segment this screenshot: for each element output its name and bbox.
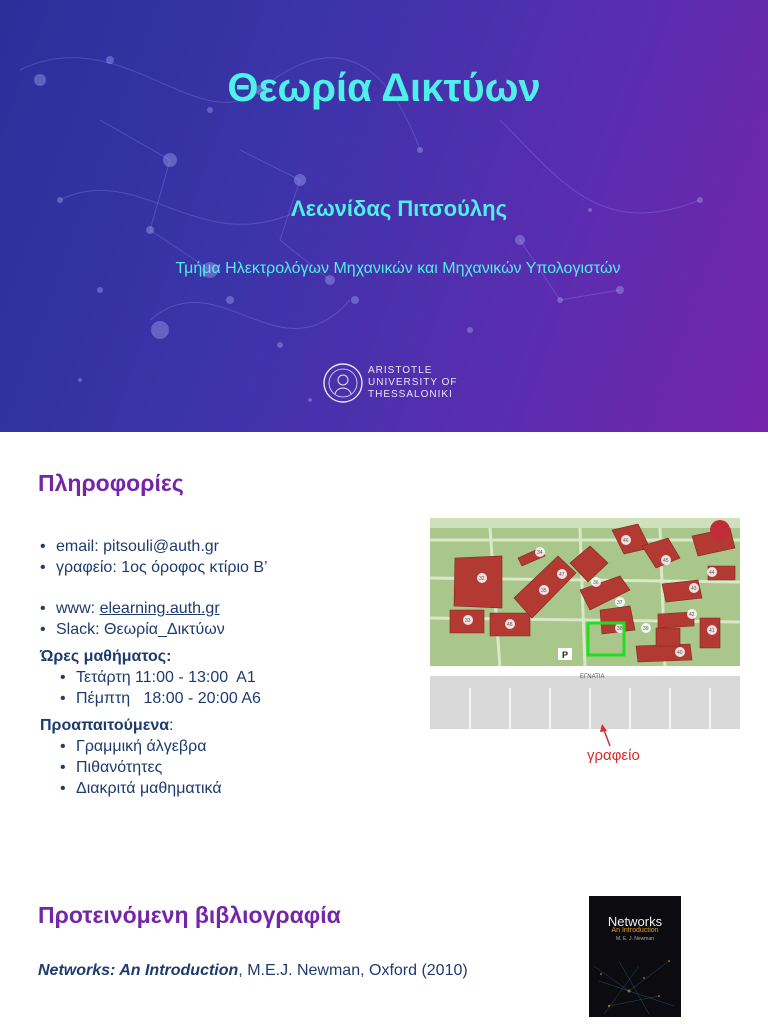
- prereq-colon: :: [169, 717, 174, 734]
- slide-title: Θεωρία Δικτύων: [227, 66, 541, 110]
- prereq-item: Πιθανότητες: [76, 759, 163, 776]
- list-item: • Πιθανότητες: [60, 759, 163, 776]
- office-label: γραφείο: [587, 747, 640, 764]
- building-label: 45: [663, 558, 669, 564]
- university-logo: [322, 362, 458, 404]
- university-line-3: THESSALONIKI: [368, 389, 453, 400]
- bibliography-heading: Προτεινόμενη βιβλιογραφία: [38, 902, 341, 928]
- info-heading: Πληροφορίες: [38, 470, 184, 496]
- building-label: 46: [623, 538, 629, 544]
- list-item: • γραφείο: 1ος όροφος κτίριο Β’: [40, 559, 268, 576]
- building-label: 37: [617, 600, 623, 606]
- office-arrow-icon: [596, 724, 616, 748]
- university-line-1: ARISTOTLE: [368, 365, 433, 376]
- building-label: 33: [465, 618, 471, 624]
- list-item: • Διακριτά μαθηματικά: [60, 780, 222, 797]
- list-item: • Πέμπτη 18:00 - 20:00 Α6: [60, 690, 261, 707]
- hours-thursday: Πέμπτη 18:00 - 20:00 Α6: [76, 690, 261, 707]
- building-label: 40: [677, 650, 683, 656]
- list-item: • email: pitsouli@auth.gr: [40, 538, 219, 555]
- author-name: Λεωνίδας Πιτσούλης: [290, 196, 508, 221]
- building-label: 41: [709, 628, 715, 634]
- prereq-item: Γραμμική άλγεβρα: [76, 738, 207, 755]
- list-item: • Τετάρτη 11:00 - 13:00 Α1: [60, 669, 256, 686]
- building-label: 35: [541, 588, 547, 594]
- parking-label: P: [562, 650, 569, 660]
- building-label: 42: [689, 612, 695, 618]
- www-label: www:: [56, 600, 100, 617]
- cover-subtitle: An Introduction: [611, 927, 659, 934]
- university-line-2: UNIVERSITY OF: [368, 377, 458, 388]
- department-name: Τμήμα Ηλεκτρολόγων Μηχανικών και Μηχανικών Υπολογιστών: [175, 260, 621, 277]
- book-title: Networks: An Introduction: [38, 962, 239, 979]
- email-text: email: pitsouli@auth.gr: [56, 538, 219, 555]
- building-label: 47: [559, 572, 565, 578]
- campus-map-drawing: [430, 518, 740, 729]
- book-details: , M.E.J. Newman, Oxford (2010): [238, 962, 468, 979]
- info-list: [40, 536, 268, 799]
- book-cover: [589, 896, 681, 1017]
- prereq-heading: Προαπαιτούμενα: [40, 717, 170, 734]
- slack-text: Slack: Θεωρία_Δικτύων: [56, 621, 225, 638]
- building-label: 32: [479, 576, 485, 582]
- road-label: ΕΓΝΑΤΙΑ: [580, 674, 605, 680]
- prereq-heading-line: [40, 715, 268, 736]
- building-label: 44: [709, 570, 715, 576]
- cover-title: Networks: [607, 914, 663, 929]
- hours-wednesday: Τετάρτη 11:00 - 13:00 Α1: [76, 669, 256, 686]
- list-item: • Γραμμική άλγεβρα: [60, 738, 207, 755]
- building-label: 43: [691, 586, 697, 592]
- title-banner: [0, 0, 768, 432]
- elearning-link[interactable]: elearning.auth.gr: [99, 600, 220, 617]
- building-label: 48: [507, 622, 513, 628]
- office-text: γραφείο: 1ος όροφος κτίριο Β’: [56, 559, 268, 576]
- building-label: 36: [593, 580, 599, 586]
- building-label: 38: [617, 626, 623, 632]
- university-seal-icon: [322, 362, 364, 404]
- campus-map: [430, 518, 740, 729]
- list-item: • Slack: Θεωρία_Δικτύων: [40, 621, 225, 638]
- building-label: 34: [537, 550, 543, 556]
- book-reference: [38, 962, 468, 980]
- building-label: 39: [643, 626, 649, 632]
- cover-author: M. E. J. Newman: [615, 936, 655, 942]
- prereq-item: Διακριτά μαθηματικά: [76, 780, 222, 797]
- list-item: • www: elearning.auth.gr: [40, 600, 220, 617]
- hours-heading: Ώρες μαθήματος:: [40, 648, 172, 665]
